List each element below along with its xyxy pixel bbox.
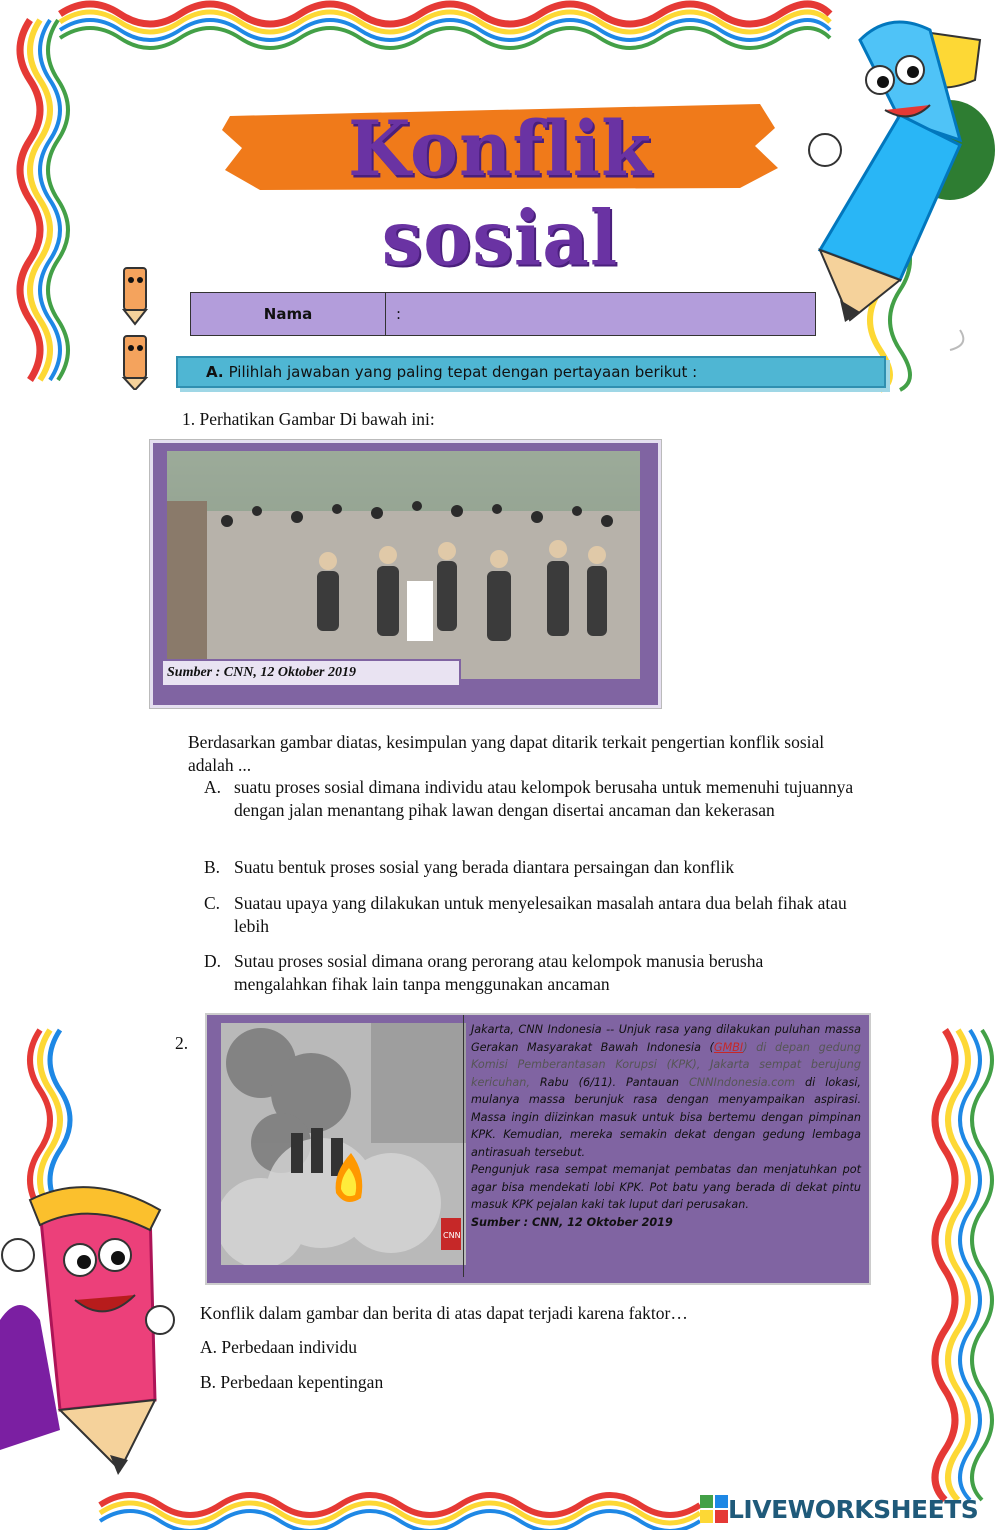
q1-question: Berdasarkan gambar diatas, kesimpulan yang dapat ditarik terkait pengertian konflik sosial adalah ... [188, 732, 825, 775]
name-input[interactable] [386, 293, 815, 335]
small-pencil-icon [110, 260, 160, 390]
article-site-name: CNNIndonesia.com [688, 1075, 796, 1089]
article-text: di lokasi, mulanya massa berunjuk rasa dengan menyampaikan aspirasi. Massa ingin diizinkan masuk untuk bisa bertemu dengan pimpinan KPK. Kemudian, mereka semakin dekat dengan gedung lembaga antirasuah tersebut. [471, 1075, 861, 1159]
svg-text:CNN: CNN [443, 1231, 461, 1240]
q1-option-b[interactable] [204, 856, 854, 879]
q1-stem: 1. Perhatikan Gambar Di bawah ini: [182, 409, 435, 429]
section-letter: A. [206, 363, 224, 381]
article-text: Rabu (6/11). Pantauan [529, 1075, 689, 1089]
article-text-grey: ) di depan gedung Komisi Pemberantasan Korupsi (KPK), Jakarta sempat berujung kericuhan, [471, 1040, 861, 1089]
name-row [190, 292, 816, 336]
option-letter: B. [204, 857, 221, 877]
q2-fire-photo [221, 1023, 466, 1265]
section-instruction: Pilihlah jawaban yang paling tepat dengan pertayaan berikut : [228, 363, 698, 381]
liveworksheets-logo-icon [700, 1495, 728, 1523]
article-source: Sumber : CNN, 12 Oktober 2019 [471, 1215, 673, 1229]
option-letter: A. [204, 777, 222, 797]
q2-news-frame [205, 1013, 871, 1285]
option-letter: C. [204, 893, 221, 913]
option-text: Sutau proses sosial dimana orang perorang atau kelompok manusia berusha mengalahkan fihak lain tanpa menggunakan ancaman [234, 951, 764, 994]
section-instruction-bar [176, 356, 886, 388]
q1-image-source: Sumber : CNN, 12 Oktober 2019 [161, 659, 461, 687]
option-letter: D. [204, 951, 222, 971]
article-link-gmbi[interactable]: GMBI [713, 1040, 744, 1054]
name-colon: : [396, 305, 402, 323]
q1-option-c[interactable] [204, 892, 854, 937]
q1-option-d[interactable] [204, 950, 854, 995]
q2-option-a[interactable]: A. Perbedaan individu [200, 1337, 357, 1357]
option-text: Suatau upaya yang dilakukan untuk menyelesaikan masalah antara dua belah fihak atau lebih [234, 893, 847, 936]
option-text: suatu proses sosial dimana individu atau kelompok berusaha untuk memenuhi tujuannya dengan jalan menantang pihak lawan dengan disertai ancaman dan kekerasan [234, 777, 854, 820]
pencil-mascot-red [0, 1170, 200, 1500]
q2-divider [463, 1015, 464, 1277]
q2-option-b[interactable]: B. Perbedaan kepentingan [200, 1372, 384, 1392]
footer-brand: LIVEWORKSHEETS [728, 1494, 979, 1524]
q1-option-a[interactable] [204, 776, 854, 821]
q2-question: Konflik dalam gambar dan berita di atas dapat terjadi karena faktor… [200, 1303, 688, 1323]
q2-news-article [471, 1021, 861, 1231]
option-text: Suatu bentuk proses sosial yang berada diantara persaingan dan konflik [234, 857, 735, 877]
q2-number: 2. [175, 1033, 189, 1053]
name-label: Nama [191, 293, 386, 335]
liveworksheets-logo [700, 1494, 995, 1524]
article-text: Jakarta, CNN Indonesia -- Unjuk rasa yang dilakukan puluhan massa Gerakan Masyarakat Bawah Indonesia ( [471, 1023, 861, 1054]
article-paragraph-2: Pengunjuk rasa sempat memanjat pembatas dan menjatuhkan pot agar bisa mendekati lobi KPK. Pot batu yang berada di dekat pintu masuk KPK pejalan kaki tak luput dari perusakan. [471, 1163, 861, 1211]
q1-riot-photo [167, 451, 640, 679]
pencil-mascot-blue [790, 0, 1000, 330]
q1-image-frame [150, 440, 661, 708]
page-title: Konflik sosial [348, 103, 652, 283]
